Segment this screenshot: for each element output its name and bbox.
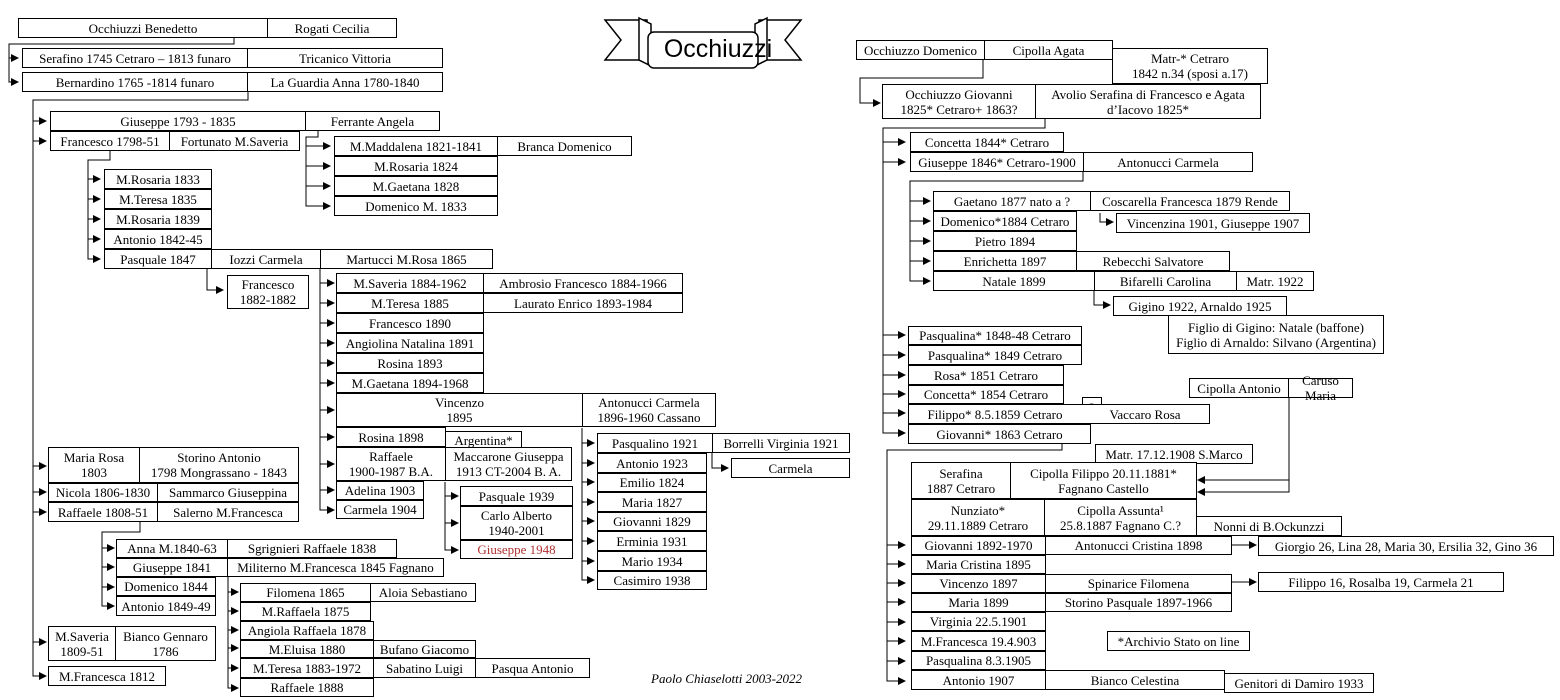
spouse-box: Militerno M.Francesca 1845 Fagnano bbox=[227, 558, 444, 577]
author-signature: Paolo Chiaselotti 2003-2022 bbox=[651, 671, 802, 686]
person-box: Giovanni 1892-1970 bbox=[911, 536, 1046, 555]
spouse-box: Pasqua Antonio bbox=[475, 658, 590, 678]
person-box: Pietro 1894 bbox=[933, 231, 1077, 251]
person-box: Angiola Raffaela 1878 bbox=[240, 621, 374, 640]
spouse-box: Bifarelli Carolina bbox=[1094, 271, 1237, 291]
person-box: M.Gaetana 1894-1968 bbox=[336, 373, 484, 393]
note-box: Nonni di B.Ockunzzi bbox=[1196, 516, 1342, 536]
person-box: Cipolla Antonio bbox=[1189, 378, 1289, 398]
person-box: Nicola 1806-1830 bbox=[48, 483, 158, 502]
person-box: M.Rosaria 1824 bbox=[334, 156, 498, 176]
spouse-box: Borrelli Virginia 1921 bbox=[712, 433, 850, 453]
person-box: Pasqualina* 1848-48 Cetraro bbox=[908, 326, 1082, 345]
person-box: Carmela 1904 bbox=[336, 500, 424, 519]
spouse-box: Rebecchi Salvatore bbox=[1076, 251, 1230, 271]
spouse-box: Salerno M.Francesca bbox=[157, 502, 299, 522]
person-box: Domenico*1884 Cetraro bbox=[933, 211, 1077, 231]
spouse-box: Ferrante Angela bbox=[305, 111, 440, 131]
marriage-note: Matr. 1922 bbox=[1236, 271, 1314, 291]
person-box: M.Gaetana 1828 bbox=[334, 176, 498, 196]
person-box: M.Maddalena 1821-1841 bbox=[334, 136, 498, 156]
person-box: Vincenzo 1897 bbox=[911, 574, 1046, 593]
spouse-box: Storino Antonio 1798 Mongrassano - 1843 bbox=[139, 447, 299, 483]
children-note: Giorgio 26, Lina 28, Maria 30, Ersilia 32, Gino 36 bbox=[1258, 536, 1554, 556]
person-box: Rosina 1898 bbox=[336, 427, 446, 447]
person-box: Emilio 1824 bbox=[597, 473, 707, 492]
person-box: Carlo Alberto 1940-2001 bbox=[460, 506, 573, 540]
person-box: M.Teresa 1883-1972 bbox=[240, 658, 374, 678]
spouse-box: Cipolla Filippo 20.11.1881* Fagnano Castello bbox=[1010, 462, 1197, 499]
spouse-box: Storino Pasquale 1897-1966 bbox=[1045, 593, 1232, 612]
person-box: Natale 1899 bbox=[933, 271, 1095, 291]
person-box: Erminia 1931 bbox=[597, 531, 707, 551]
person-box: Rosina 1893 bbox=[336, 353, 484, 373]
person-box: Pasquale 1847 bbox=[104, 249, 212, 269]
spouse-box: Antonucci Carmela 1896-1960 Cassano bbox=[582, 393, 716, 427]
person-box: Raffaele 1888 bbox=[240, 678, 374, 697]
spouse-box: Cipolla Agata bbox=[984, 40, 1113, 60]
spouse-box: Maccarone Giuseppa 1913 CT-2004 B. A. bbox=[445, 447, 572, 481]
person-box: Giuseppe 1846* Cetraro-1900 bbox=[910, 152, 1084, 172]
person-box: Rosa* 1851 Cetraro bbox=[908, 365, 1064, 385]
spouse-box: Argentina* bbox=[445, 431, 522, 449]
spouse-box: Vaccaro Rosa bbox=[1081, 404, 1210, 424]
person-box: Domenico M. 1833 bbox=[334, 196, 498, 216]
person-box: M.Saveria 1809-51 bbox=[48, 626, 116, 661]
person-box: Francesco 1890 bbox=[336, 313, 484, 333]
spouse-box: Rogati Cecilia bbox=[267, 18, 397, 38]
spouse-box: Fortunato M.Saveria bbox=[169, 131, 300, 151]
person-box: Giovanni 1829 bbox=[597, 512, 707, 531]
person-box: Raffaele 1808-51 bbox=[48, 502, 158, 522]
person-box: Maria Cristina 1895 bbox=[911, 555, 1046, 574]
person-box: Antonio 1842-45 bbox=[104, 229, 212, 249]
person-box: M.Rosaria 1839 bbox=[104, 209, 212, 229]
spouse-box: Antonucci Cristina 1898 bbox=[1045, 536, 1232, 555]
person-box: Giuseppe 1948 bbox=[460, 540, 573, 559]
spouse-box: Tricanico Vittoria bbox=[247, 48, 443, 68]
spouse-box: La Guardia Anna 1780-1840 bbox=[247, 72, 443, 92]
person-box: Virginia 22.5.1901 bbox=[911, 612, 1046, 631]
person-box: Anna M.1840-63 bbox=[116, 539, 228, 558]
person-box: Vincenzo 1895 bbox=[336, 393, 583, 427]
person-box: Angiolina Natalina 1891 bbox=[336, 333, 484, 353]
person-box: Giuseppe 1793 - 1835 bbox=[50, 111, 306, 131]
spouse-box: Branca Domenico bbox=[497, 136, 632, 156]
note-box: *Archivio Stato on line bbox=[1107, 631, 1250, 651]
spouse-box: Sgrignieri Raffaele 1838 bbox=[227, 539, 397, 558]
person-box: M.Teresa 1885 bbox=[336, 293, 484, 313]
person-box: M.Saveria 1884-1962 bbox=[336, 273, 484, 293]
spouse-box: Sabatino Luigi bbox=[373, 658, 476, 678]
person-box: Antonio 1907 bbox=[911, 670, 1046, 690]
page-title: Occhiuzzi bbox=[663, 34, 773, 63]
person-box: Giovanni* 1863 Cetraro bbox=[908, 424, 1091, 444]
person-box: Raffaele 1900-1987 B.A. bbox=[336, 447, 446, 481]
spouse-box: Laurato Enrico 1893-1984 bbox=[483, 293, 683, 313]
person-box: Francesco 1798-51 bbox=[50, 131, 170, 151]
spouse-box: Antonucci Carmela bbox=[1083, 152, 1253, 172]
person-box: M.Francesca 19.4.903 bbox=[911, 631, 1046, 651]
children-note: Vincenzina 1901, Giuseppe 1907 bbox=[1116, 213, 1310, 233]
person-box: Filippo* 8.5.1859 Cetraro bbox=[908, 404, 1082, 424]
children-note: Gigino 1922, Arnaldo 1925 bbox=[1113, 296, 1287, 316]
person-box: Maria Rosa 1803 bbox=[48, 447, 140, 483]
person-box: Pasqualino 1921 bbox=[597, 433, 713, 453]
person-box: Concetta 1844* Cetraro bbox=[910, 132, 1064, 152]
spouse-box: Ambrosio Francesco 1884-1966 bbox=[483, 273, 683, 293]
spouse-box: Avolio Serafina di Francesco e Agata d’Iacovo 1825* bbox=[1035, 84, 1261, 119]
person-box: Filomena 1865 bbox=[240, 583, 371, 602]
person-box: Antonio 1923 bbox=[597, 453, 707, 473]
person-box: Pasquale 1939 bbox=[460, 486, 573, 506]
person-box: Bernardino 1765 -1814 funaro bbox=[22, 72, 248, 92]
person-box: Carmela bbox=[731, 458, 850, 478]
person-box: Adelina 1903 bbox=[336, 481, 424, 500]
person-box: Pasqualina* 1849 Cetraro bbox=[908, 345, 1082, 365]
spouse-box: Bufano Giacomo bbox=[373, 640, 476, 658]
spouse-box: Spinarice Filomena bbox=[1045, 574, 1232, 593]
person-box: Occhiuzzo Giovanni 1825* Cetraro+ 1863? bbox=[882, 84, 1036, 119]
person-box: M.Raffaela 1875 bbox=[240, 602, 371, 621]
spouse-box: Bianco Gennaro 1786 bbox=[115, 626, 216, 661]
person-box: Francesco 1882-1882 bbox=[227, 275, 309, 309]
person-box: Serafina 1887 Cetraro bbox=[911, 462, 1011, 499]
children-note: Filippo 16, Rosalba 19, Carmela 21 bbox=[1258, 572, 1504, 592]
person-box: Giuseppe 1841 bbox=[116, 558, 228, 577]
person-box: Occhiuzzi Benedetto bbox=[18, 18, 268, 38]
person-box: Mario 1934 bbox=[597, 551, 707, 571]
spouse-box: Martucci M.Rosa 1865 bbox=[320, 249, 493, 269]
person-box: Occhiuzzo Domenico bbox=[856, 40, 985, 60]
spouse-box: Aloia Sebastiano bbox=[370, 583, 476, 602]
marriage-note: Matr. 17.12.1908 S.Marco bbox=[1095, 444, 1253, 464]
note-box: Figlio di Gigino: Natale (baffone) Figlio di Arnaldo: Silvano (Argentina) bbox=[1168, 315, 1384, 354]
person-box: M.Teresa 1835 bbox=[104, 189, 212, 209]
spouse-box: Iozzi Carmela bbox=[211, 249, 321, 269]
person-box: Antonio 1849-49 bbox=[116, 596, 216, 616]
spouse-box: Bianco Celestina bbox=[1045, 670, 1225, 690]
person-box: Maria 1827 bbox=[597, 492, 707, 512]
marriage-note: Matr-* Cetraro 1842 n.34 (sposi a.17) bbox=[1112, 48, 1268, 84]
spouse-box: Caruso Maria bbox=[1288, 378, 1353, 398]
note-box: Genitori di Damiro 1933 bbox=[1224, 673, 1374, 693]
person-box: Gaetano 1877 nato a ? bbox=[933, 191, 1091, 211]
spouse-box: Sammarco Giuseppina bbox=[157, 483, 299, 502]
person-box: Maria 1899 bbox=[911, 593, 1046, 612]
person-box: Nunziato* 29.11.1889 Cetraro bbox=[911, 499, 1045, 536]
person-box: Casimiro 1938 bbox=[597, 571, 707, 590]
person-box: Serafino 1745 Cetraro – 1813 funaro bbox=[22, 48, 248, 68]
person-box: Enrichetta 1897 bbox=[933, 251, 1077, 271]
person-box: Domenico 1844 bbox=[116, 577, 216, 596]
person-box: M.Francesca 1812 bbox=[48, 666, 166, 686]
person-box: Pasqualina 8.3.1905 bbox=[911, 651, 1046, 670]
spouse-box: Coscarella Francesca 1879 Rende bbox=[1090, 191, 1290, 211]
person-box: M.Rosaria 1833 bbox=[104, 169, 212, 189]
person-box: Concetta* 1854 Cetraro bbox=[908, 385, 1064, 404]
spouse-box: Cipolla Assunta¹ 25.8.1887 Fagnano C.? bbox=[1044, 499, 1197, 536]
person-box: M.Eluisa 1880 bbox=[240, 640, 374, 658]
